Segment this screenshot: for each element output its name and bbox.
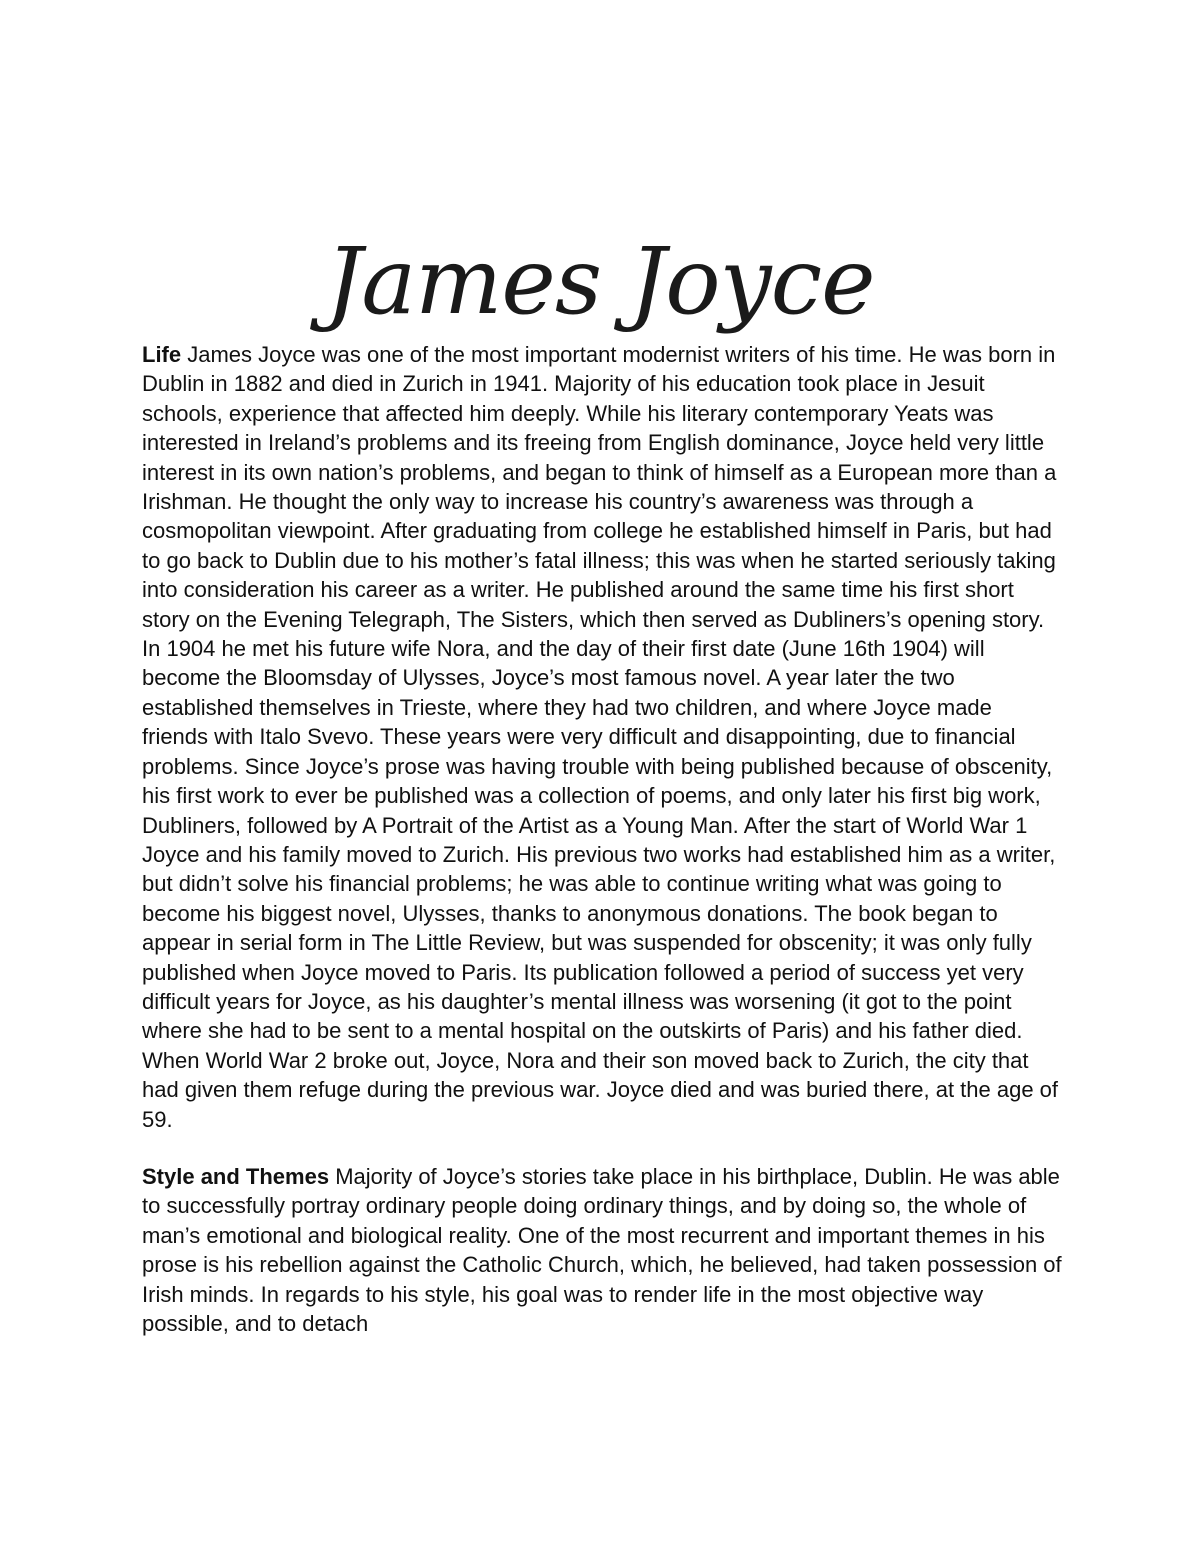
section-body-life: James Joyce was one of the most important modernist writers of his time. He was born in Dublin in 1882 and died in Zurich in 1941. Majority of his education took place in Jesuit schools, experience that affected him deeply. While his literary contemporary Yeats was interested in Ireland’s problems and its freeing from English dominance, Joyce held very little interest in its own nation’s problems, and began to think of himself as a European more than a Irishman. He thought the only way to increase his country’s awareness was through a cosmopolitan viewpoint. After graduating from college he established himself in Paris, but had to go back to Dublin due to his mother’s fatal illness; this was when he started seriously taking into consideration his career as a writer. He published around the same time his first short story on the Evening Telegraph, The Sisters, which then served as Dubliners’s opening story. In 1904 he met his future wife Nora, and the day of their first date (June 16th 1904) will become the Bloomsday of Ulysses, Joyce’s most famous novel. A year later the two established themselves in Trieste, where they had two children, and where Joyce made friends with Italo Svevo. These years were very difficult and disappointing, due to financial problems. Since Joyce’s prose was having trouble with being published because of obscenity, his first work to ever be published was a collection of poems, and only later his first big work, Dubliners, followed by A Portrait of the Artist as a Young Man. After the start of World War 1 Joyce and his family moved to Zurich. His previous two works had established him as a writer, but didn’t solve his financial problems; he was able to continue writing what was going to become his biggest novel, Ulysses, thanks to anonymous donations. The book began to appear in serial form in The Little Review, but was suspended for obscenity; it was only fully published when Joyce moved to Paris. Its publication followed a period of success yet very difficult years for Joyce, as his daughter’s mental illness was worsening (it got to the point where she had to be sent to a mental hospital on the outskirts of Paris) and his father died. When World War 2 broke out, Joyce, Nora and their son moved back to Zurich, the city that had given them refuge during the previous war. Joyce died and was buried there, at the age of 59. bbox=[142, 342, 1059, 1132]
section-body-style-and-themes: Majority of Joyce’s stories take place in his birthplace, Dublin. He was able to successfully portray ordinary people doing ordinary things, and by doing so, the whole of man’s emotional and biological reality. One of the most recurrent and important themes in his prose is his rebellion against the Catholic Church, which, he believed, had taken possession of Irish minds. In regards to his style, his goal was to render life in the most objective way possible, and to detach bbox=[142, 1163, 1062, 1336]
section-heading-style-and-themes: Style and Themes bbox=[142, 1163, 330, 1189]
section-life bbox=[142, 340, 1062, 1134]
document-body bbox=[142, 340, 1062, 1338]
section-heading-life: Life bbox=[142, 342, 182, 367]
page-title: James Joyce bbox=[325, 227, 875, 335]
section-style-and-themes bbox=[142, 1162, 1062, 1338]
